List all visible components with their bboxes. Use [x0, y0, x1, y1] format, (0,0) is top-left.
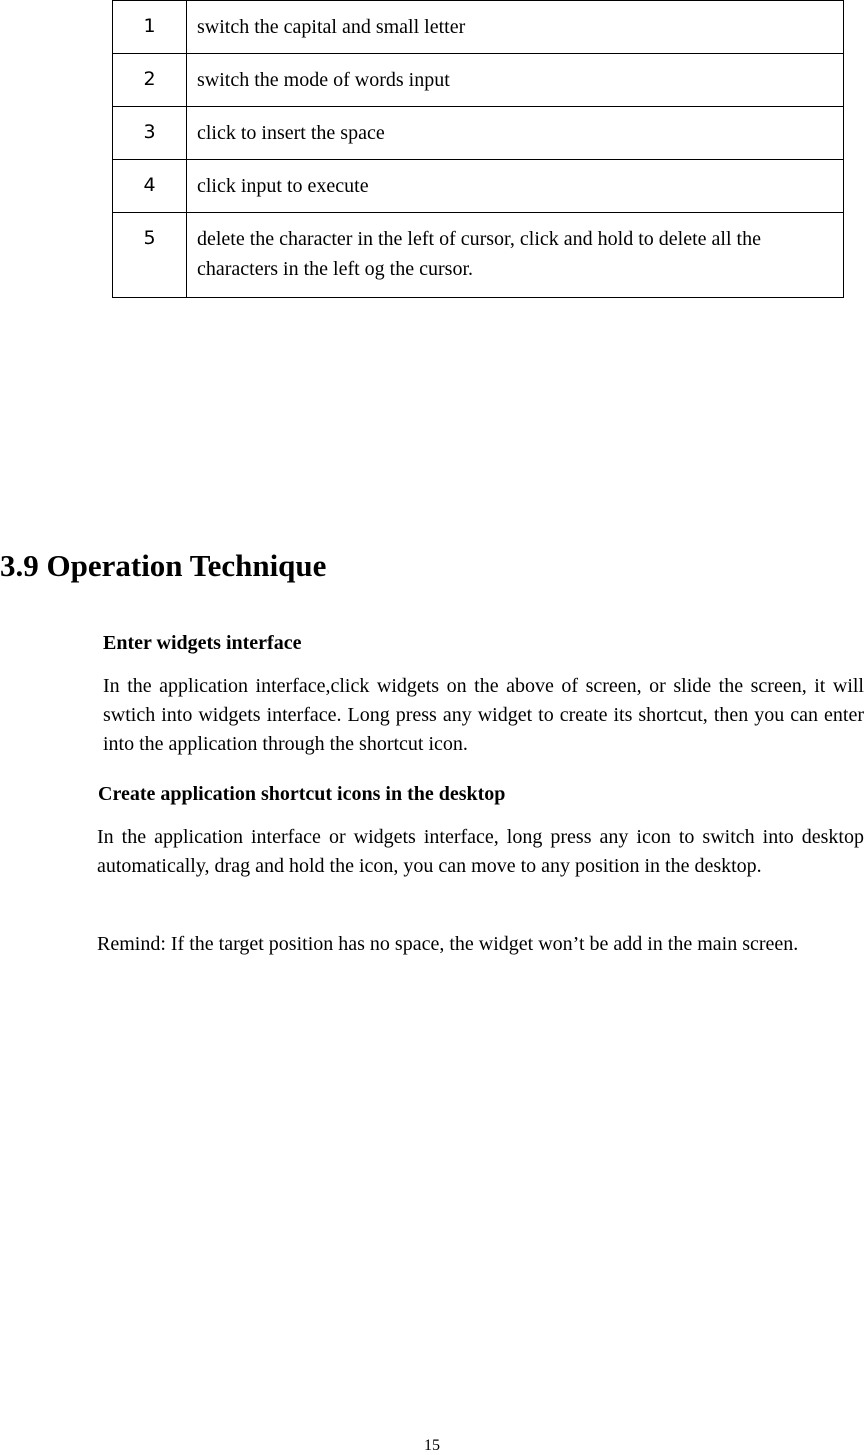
key-number: 5: [113, 213, 187, 298]
table-row: [113, 213, 844, 298]
page-number: 15: [424, 1437, 440, 1454]
subsection-title-create-shortcut: Create application shortcut icons in the desktop: [98, 783, 506, 805]
table-row: [113, 54, 844, 107]
key-number: 4: [113, 160, 187, 213]
table-row: [113, 107, 844, 160]
key-description: delete the character in the left of cursor, click and hold to delete all the characters in the left og the cursor.: [187, 213, 844, 298]
table-row: [113, 1, 844, 54]
section-heading: 3.9 Operation Technique: [0, 548, 327, 583]
key-number: 2: [113, 54, 187, 107]
subsection-title-enter-widgets: Enter widgets interface: [103, 632, 302, 654]
key-description: switch the capital and small letter: [187, 1, 844, 54]
paragraph-create-shortcut: In the application interface or widgets interface, long press any icon to switch into desktop automatically, drag and hold the icon, you can move to any position in the desktop.: [97, 826, 864, 877]
key-number: 3: [113, 107, 187, 160]
paragraph-remind: Remind: If the target position has no space, the widget won’t be add in the main screen.: [97, 933, 799, 955]
keyboard-key-table: [112, 0, 844, 298]
table-row: [113, 160, 844, 213]
key-description: click input to execute: [187, 160, 844, 213]
paragraph-enter-widgets: In the application interface,click widgets on the above of screen, or slide the screen, it will swtich into widgets interface. Long press any widget to create its shortcut, then you can enter into the application through the shortcut icon.: [103, 675, 864, 755]
key-number: 1: [113, 1, 187, 54]
key-description: click to insert the space: [187, 107, 844, 160]
key-description: switch the mode of words input: [187, 54, 844, 107]
